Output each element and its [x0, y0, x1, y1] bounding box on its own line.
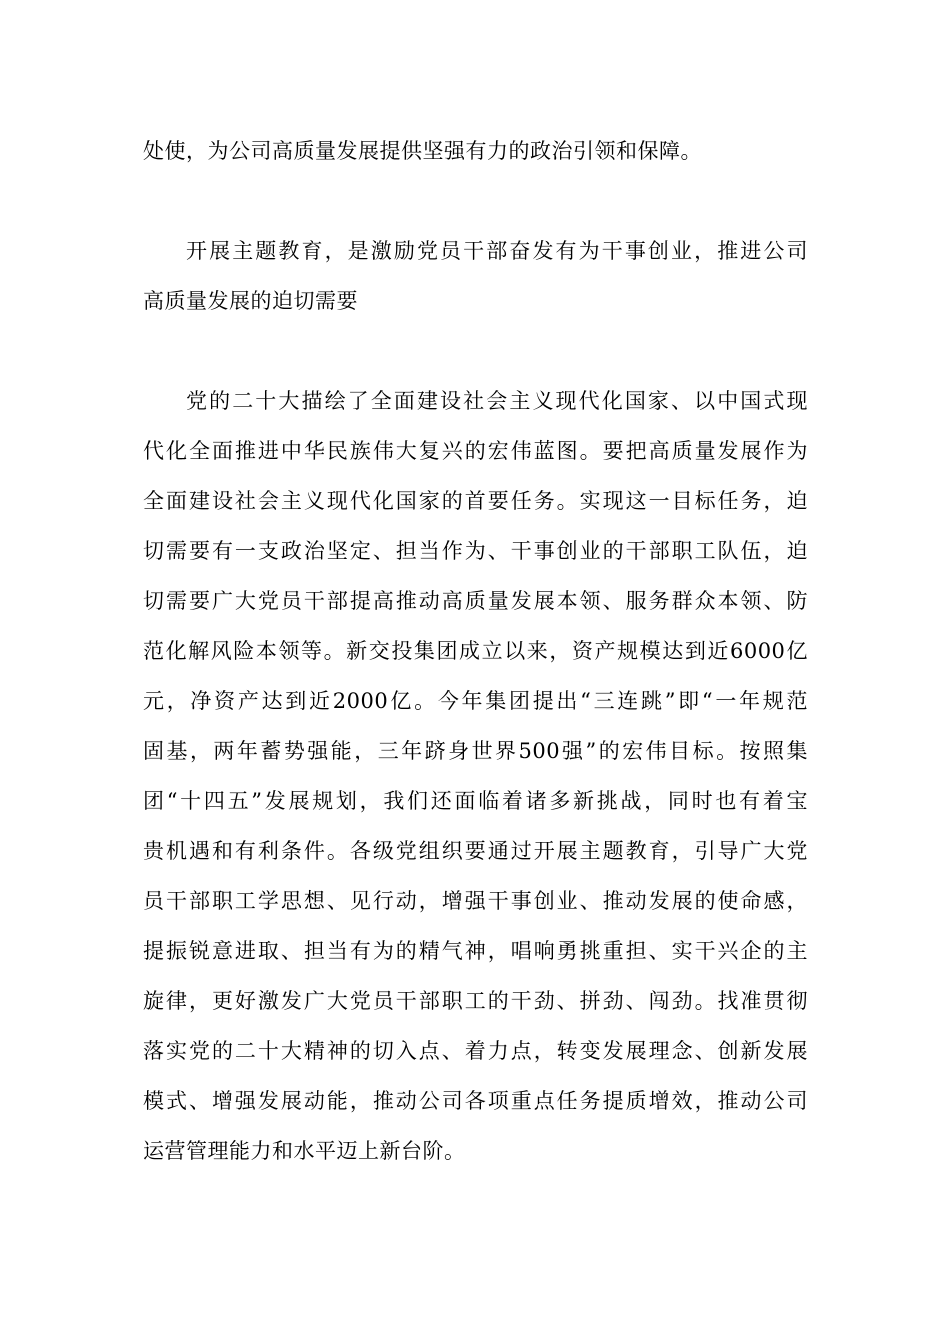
- paragraph-2-line-2: 代化全面推进中华民族伟大复兴的宏伟蓝图。要把高质量发展作为: [143, 439, 808, 463]
- paragraph-2-line-8: 固基，两年蓄势强能，三年跻身世界500强”的宏伟目标。按照集: [143, 739, 808, 763]
- paragraph-2-line-16: 运营管理能力和水平迈上新台阶。: [143, 1139, 466, 1163]
- paragraph-2-line-12: 提振锐意进取、担当有为的精气神，唱响勇挑重担、实干兴企的主: [143, 939, 808, 963]
- section-heading-line-1: 开展主题教育，是激励党员干部奋发有为干事创业，推进公司: [186, 239, 808, 263]
- paragraph-2-line-10: 贵机遇和有利条件。各级党组织要通过开展主题教育，引导广大党: [143, 839, 808, 863]
- paragraph-2-line-3: 全面建设社会主义现代化国家的首要任务。实现这一目标任务，迫: [143, 489, 808, 513]
- section-heading-line-2: 高质量发展的迫切需要: [143, 289, 358, 313]
- paragraph-2-line-7: 元，净资产达到近2000亿。今年集团提出“三连跳”即“一年规范: [143, 689, 808, 713]
- paragraph-2-line-11: 员干部职工学思想、见行动，增强干事创业、推动发展的使命感，: [143, 889, 808, 913]
- paragraph-2-line-5: 切需要广大党员干部提高推动高质量发展本领、服务群众本领、防: [143, 589, 808, 613]
- paragraph-2-line-6: 范化解风险本领等。新交投集团成立以来，资产规模达到近6000亿: [143, 639, 808, 663]
- paragraph-2-line-15: 模式、增强发展动能，推动公司各项重点任务提质增效，推动公司: [143, 1089, 808, 1113]
- paragraph-1-line-1: 处使，为公司高质量发展提供坚强有力的政治引领和保障。: [143, 139, 702, 163]
- paragraph-2-line-14: 落实党的二十大精神的切入点、着力点，转变发展理念、创新发展: [143, 1039, 808, 1063]
- paragraph-2-line-4: 切需要有一支政治坚定、担当作为、干事创业的干部职工队伍，迫: [143, 539, 808, 563]
- paragraph-2-line-9: 团“十四五”发展规划，我们还面临着诸多新挑战，同时也有着宝: [143, 789, 808, 813]
- paragraph-2-line-1: 党的二十大描绘了全面建设社会主义现代化国家、以中国式现: [186, 389, 808, 413]
- paragraph-2-line-13: 旋律，更好激发广大党员干部职工的干劲、拼劲、闯劲。找准贯彻: [143, 989, 808, 1013]
